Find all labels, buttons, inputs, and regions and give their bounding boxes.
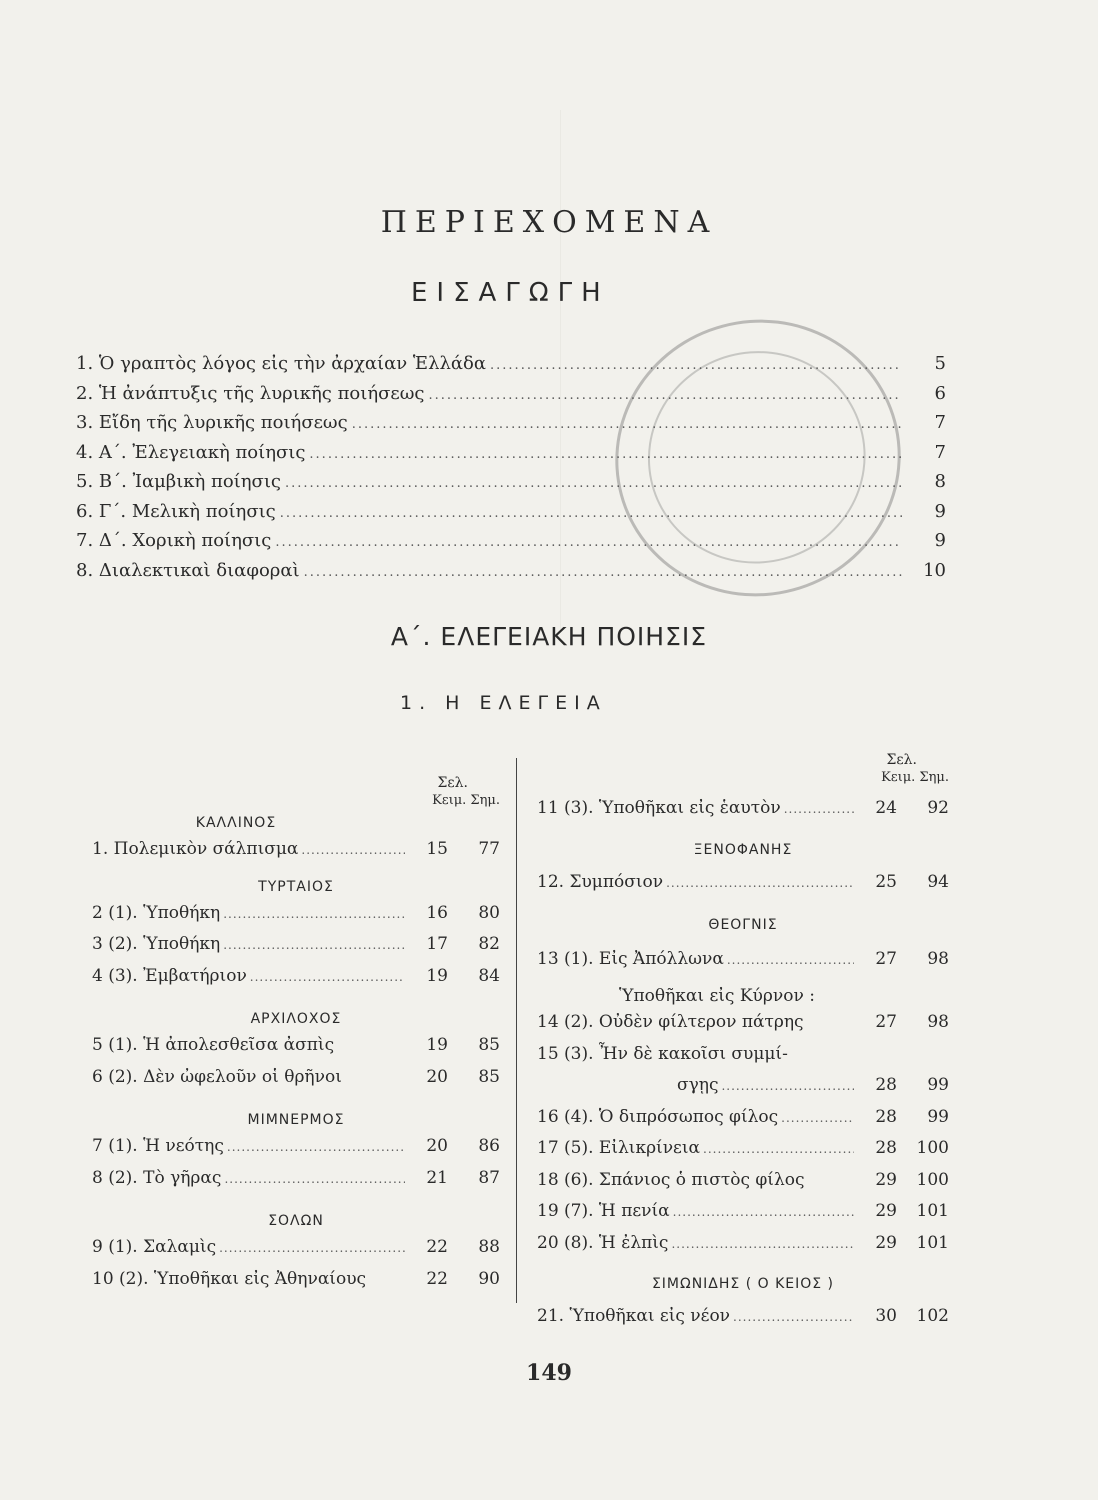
toc-entry — [92, 839, 500, 871]
leader-dots — [671, 1237, 854, 1251]
intro-toc-row — [76, 383, 946, 413]
toc-entry-title: 11 (3). Ὑποθῆκαι εἰς ἑαυτὸν — [537, 798, 781, 818]
leader-dots — [227, 1140, 405, 1154]
toc-entry — [92, 966, 500, 998]
toc-entry — [92, 1168, 500, 1200]
leader-dots — [490, 358, 902, 373]
intro-toc-page: 6 — [934, 382, 946, 404]
toc-left-column — [92, 775, 500, 1300]
column-divider — [516, 758, 517, 1303]
toc-entry-text-page: 29 — [875, 1169, 897, 1190]
toc-entry — [92, 1269, 500, 1301]
intro-heading: ΕΙΣΑΓΩΓΗ — [411, 278, 610, 308]
leader-dots — [352, 417, 902, 432]
leader-dots — [429, 388, 903, 403]
toc-entry-note-page: 100 — [916, 1138, 949, 1158]
leader-dots — [223, 907, 405, 921]
toc-entry-text-page: 17 — [426, 934, 448, 954]
column-header-page: Σελ. — [437, 775, 468, 791]
author-heading: ΣΙΜΩΝΙΔΗΣ ( Ο ΚΕΙΟΣ ) — [651, 1276, 835, 1292]
toc-entry-title: 8 (2). Τὸ γῆρας — [92, 1167, 222, 1188]
subsection-heading: 1. Η ΕΛΕΓΕΙΑ — [400, 692, 607, 714]
toc-entry — [92, 1136, 500, 1168]
toc-entry-note-page: 92 — [927, 798, 949, 818]
toc-entry-continuation — [537, 1075, 949, 1107]
toc-entry-title: 12. Συμπόσιον — [537, 871, 664, 892]
toc-entry-title: 18 (6). Σπάνιος ὁ πιστὸς φίλος — [537, 1169, 805, 1190]
intro-toc-page: 5 — [934, 353, 946, 374]
leader-dots — [275, 535, 902, 550]
column-header-page: Σελ. — [886, 752, 917, 768]
toc-entry-note-page: 77 — [478, 839, 500, 859]
toc-entry-note-page: 94 — [927, 871, 949, 892]
toc-entry — [537, 949, 949, 981]
intro-toc-list — [76, 353, 946, 589]
toc-entry-text-page: 28 — [875, 1138, 897, 1158]
toc-entry-text-page: 20 — [426, 1066, 448, 1087]
intro-toc-row — [76, 501, 946, 531]
toc-subgroup-note: Ὑποθῆκαι εἰς Κύρνον : — [619, 985, 815, 1006]
page-title: ΠΕΡΙΕΧΟΜΕΝΑ — [380, 205, 718, 240]
author-heading: ΞΕΝΟΦΑΝΗΣ — [693, 841, 793, 858]
intro-toc-label: 1. Ὁ γραπτὸς λόγος εἰς τὴν ἀρχαίαν Ἑλλάδα — [76, 353, 487, 374]
toc-entry-title: 15 (3). Ἦν δὲ κακοῖσι συμμί- — [537, 1043, 788, 1064]
toc-entry-title: 19 (7). Ἡ πενία — [537, 1201, 670, 1221]
leader-dots — [733, 1310, 854, 1324]
leader-dots — [666, 876, 854, 890]
leader-dots — [673, 1205, 854, 1219]
intro-toc-page: 10 — [923, 559, 946, 581]
toc-entry-text-page: 22 — [426, 1237, 448, 1257]
toc-entry-text-page: 29 — [875, 1201, 897, 1221]
toc-entry — [537, 1138, 949, 1170]
toc-entry-title: 21. Ὑποθῆκαι εἰς νέον — [537, 1306, 731, 1326]
toc-entry-title: 16 (4). Ὁ διπρόσωπος φίλος — [537, 1106, 779, 1127]
leader-dots — [309, 447, 902, 462]
intro-toc-label: 4. Α΄. Ἐλεγειακὴ ποίησις — [76, 441, 306, 463]
intro-toc-label: 6. Γ΄. Μελικὴ ποίησις — [76, 500, 276, 522]
intro-toc-label: 8. Διαλεκτικαὶ διαφοραὶ — [76, 559, 300, 581]
toc-entry-text-page: 21 — [426, 1167, 448, 1188]
toc-entry-text-page: 29 — [875, 1232, 897, 1253]
toc-entry-title: 5 (1). Ἡ ἀπολεσθεῖσα ἀσπὶς — [92, 1035, 335, 1055]
intro-toc-page: 9 — [934, 530, 946, 551]
toc-entry-title: 17 (5). Εἰλικρίνεια — [537, 1138, 701, 1158]
toc-entry-title: 1. Πολεμικὸν σάλπισμα — [92, 839, 299, 859]
toc-entry-text-page: 27 — [875, 1012, 897, 1032]
column-header — [537, 752, 949, 784]
toc-entry — [92, 934, 500, 966]
toc-entry-note-page: 101 — [916, 1232, 949, 1253]
toc-entry-text-page: 20 — [426, 1136, 448, 1156]
leader-dots — [703, 1142, 854, 1156]
toc-entry-title: 20 (8). Ἡ ἐλπὶς — [537, 1232, 669, 1253]
toc-entry-note-page: 98 — [927, 1012, 949, 1032]
leader-dots — [285, 476, 902, 491]
intro-toc-row — [76, 471, 946, 501]
intro-toc-row — [76, 530, 946, 560]
toc-entry — [537, 1107, 949, 1139]
author-heading: ΤΥΡΤΑΙΟΣ — [258, 878, 334, 895]
toc-entry-title: 9 (1). Σαλαμὶς — [92, 1237, 217, 1257]
author-heading: ΜΙΜΝΕΡΜΟΣ — [247, 1112, 345, 1128]
toc-entry-note-page: 99 — [927, 1106, 949, 1127]
toc-entry — [537, 798, 949, 830]
toc-entry — [537, 872, 949, 904]
intro-toc-page: 8 — [934, 471, 946, 492]
toc-entry-text-page: 19 — [426, 1035, 448, 1055]
leader-dots — [304, 565, 902, 580]
leader-dots — [224, 1172, 405, 1186]
toc-entry-text-page: 25 — [875, 871, 897, 892]
toc-entry-note-page: 87 — [478, 1167, 500, 1188]
intro-toc-page: 9 — [934, 500, 946, 522]
toc-entry-text-page: 28 — [875, 1075, 897, 1095]
toc-entry-note-page: 88 — [478, 1237, 500, 1257]
leader-dots — [280, 506, 902, 521]
toc-entry-note-page: 99 — [927, 1075, 949, 1095]
toc-entry — [92, 1237, 500, 1269]
intro-toc-label: 7. Δ΄. Χορικὴ ποίησις — [76, 530, 272, 551]
page-number: 149 — [526, 1360, 572, 1386]
toc-entry-text-page: 22 — [426, 1268, 448, 1289]
leader-dots — [250, 970, 405, 984]
toc-entry — [537, 1012, 949, 1044]
toc-entry — [537, 1201, 949, 1233]
toc-entry-text-page: 24 — [875, 798, 897, 818]
toc-entry-title: 6 (2). Δὲν ὠφελοῦν οἱ θρῆνοι — [92, 1066, 342, 1087]
toc-entry-note-page: 80 — [478, 902, 500, 923]
leader-dots — [219, 1241, 405, 1255]
intro-toc-page: 7 — [934, 412, 946, 433]
toc-entry-title: 7 (1). Ἡ νεότης — [92, 1136, 224, 1156]
author-heading: ΣΟΛΩΝ — [268, 1213, 324, 1229]
leader-dots — [781, 1111, 854, 1125]
toc-entry-text-page: 15 — [426, 839, 448, 859]
toc-entry-note-page: 102 — [916, 1306, 949, 1326]
toc-entry-title: 2 (1). Ὑποθήκη — [92, 902, 221, 923]
toc-entry-title: σγῃς — [677, 1075, 719, 1095]
column-header-text-notes: Κειμ. Σημ. — [881, 770, 949, 785]
leader-dots — [784, 802, 854, 816]
toc-entry-text-page: 28 — [875, 1106, 897, 1127]
leader-dots — [223, 938, 405, 952]
toc-right-column — [537, 752, 949, 1338]
toc-entry — [92, 1067, 500, 1099]
intro-toc-label: 2. Ἡ ἀνάπτυξις τῆς λυρικῆς ποιήσεως — [76, 382, 425, 404]
toc-entry-note-page: 86 — [478, 1136, 500, 1156]
author-heading: ΘΕΟΓΝΙΣ — [708, 917, 778, 933]
toc-entry — [92, 1035, 500, 1067]
toc-entry — [537, 1170, 949, 1202]
toc-entry-text-page: 16 — [426, 902, 448, 923]
toc-entry-title: 10 (2). Ὑποθῆκαι εἰς Ἀθηναίους — [92, 1268, 367, 1289]
author-heading: ΚΑΛΛΙΝΟΣ — [195, 815, 277, 831]
toc-entry-text-page: 19 — [426, 965, 448, 986]
toc-entry-note-page: 100 — [916, 1169, 949, 1190]
toc-entry-note-page: 82 — [478, 934, 500, 954]
intro-toc-row — [76, 353, 946, 383]
toc-entry-title: 4 (3). Ἐμβατήριον — [92, 965, 247, 986]
intro-toc-label: 3. Εἴδη τῆς λυρικῆς ποιήσεως — [76, 412, 348, 433]
toc-entry — [537, 1233, 949, 1265]
column-header — [92, 775, 500, 807]
intro-toc-row — [76, 442, 946, 472]
toc-entry-title: 14 (2). Οὐδὲν φίλτερον πάτρης — [537, 1012, 804, 1032]
toc-entry-note-page: 101 — [916, 1201, 949, 1221]
toc-entry — [537, 1306, 949, 1338]
intro-toc-page: 7 — [934, 441, 946, 463]
intro-toc-row — [76, 412, 946, 442]
section-heading: Α΄. ΕΛΕΓΕΙΑΚΗ ΠΟΙΗΣΙΣ — [390, 622, 708, 651]
leader-dots — [721, 1079, 854, 1093]
toc-entry-title: 3 (2). Ὑποθήκη — [92, 934, 221, 954]
toc-entry-note-page: 90 — [478, 1268, 500, 1289]
author-heading: ΑΡΧΙΛΟΧΟΣ — [250, 1011, 342, 1027]
toc-entry-text-page: 27 — [875, 949, 897, 969]
toc-entry-note-page: 85 — [478, 1035, 500, 1055]
toc-entry — [92, 903, 500, 935]
leader-dots — [727, 953, 854, 967]
toc-entry-text-page: 30 — [875, 1306, 897, 1326]
intro-toc-row — [76, 560, 946, 590]
toc-entry-note-page: 84 — [478, 965, 500, 986]
toc-entry-note-page: 98 — [927, 949, 949, 969]
intro-toc-label: 5. Β΄. Ἰαμβικὴ ποίησις — [76, 471, 281, 492]
toc-entry-note-page: 85 — [478, 1066, 500, 1087]
leader-dots — [301, 843, 405, 857]
toc-entry — [537, 1044, 949, 1076]
toc-entry-title: 13 (1). Εἰς Ἀπόλλωνα — [537, 949, 724, 969]
column-header-text-notes: Κειμ. Σημ. — [432, 793, 500, 808]
